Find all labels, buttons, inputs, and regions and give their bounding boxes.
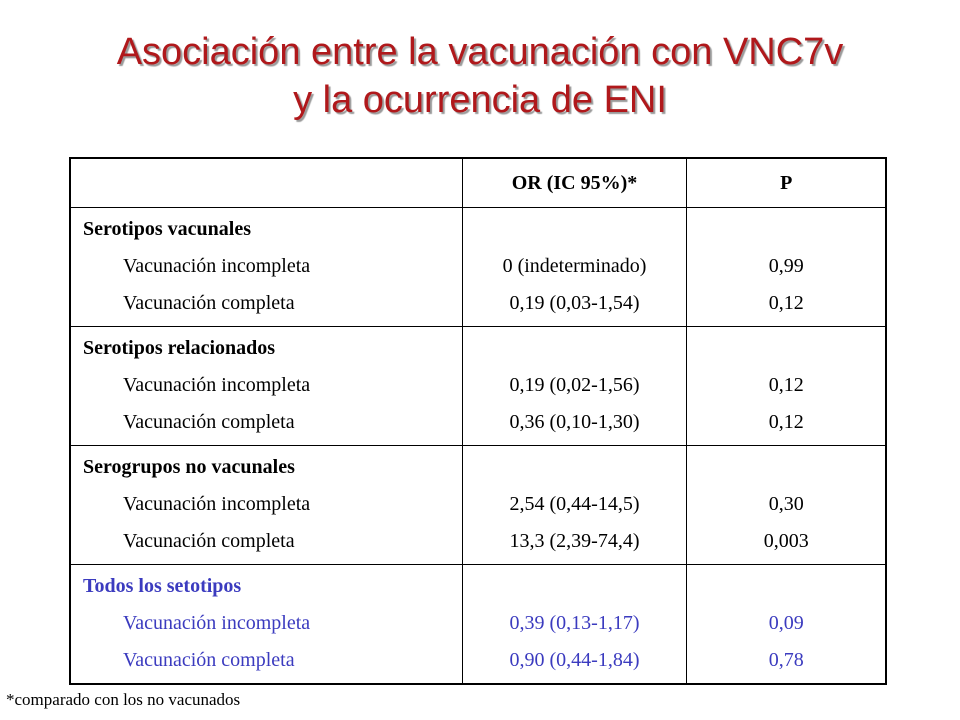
p-value: 0,12 [768,411,804,433]
p-value: 0,78 [768,649,804,671]
group-name: Serotipos vacunales [83,218,251,240]
table-row [70,208,886,327]
row-label: Vacunación completa [123,411,295,433]
header-or: OR (IC 95%)* [462,158,687,208]
p-value: 0,12 [768,374,804,396]
p-value: 0,12 [768,292,804,314]
title-line-2: y la ocurrencia de ENI [293,79,667,121]
row-label: Vacunación completa [123,649,295,671]
or-value: 0,39 (0,13-1,17) [509,612,640,634]
title-line-1: Asociación entre la vacunación con VNC7v [116,31,844,73]
p-value: 0,003 [763,530,809,552]
row-label: Vacunación incompleta [123,493,311,515]
or-value: 0,90 (0,44-1,84) [509,649,640,671]
row-label: Vacunación incompleta [123,255,311,277]
p-value: 0,09 [768,612,804,634]
header-empty-cell [70,158,462,208]
p-value: 0,99 [768,255,804,277]
table-row-highlighted [70,565,886,685]
row-label: Vacunación completa [123,292,295,314]
or-value: 0,36 (0,10-1,30) [509,411,640,433]
p-value: 0,30 [768,493,804,515]
table-header-row [70,158,886,208]
group-name: Todos los setotipos [83,575,242,597]
group-name: Serogrupos no vacunales [83,456,295,478]
group-name: Serotipos relacionados [83,337,276,359]
table-row [70,446,886,565]
row-label: Vacunación incompleta [123,612,311,634]
or-value: 0,19 (0,03-1,54) [509,292,640,314]
or-value: 13,3 (2,39-74,4) [509,530,640,552]
footnote: *comparado con los no vacunados [6,690,241,709]
slide-title [0,28,960,124]
or-value: 2,54 (0,44-14,5) [509,493,640,515]
results-table [69,157,887,685]
or-value: 0,19 (0,02-1,56) [509,374,640,396]
table-row [70,327,886,446]
header-p: P [687,158,886,208]
row-label: Vacunación incompleta [123,374,311,396]
row-label: Vacunación completa [123,530,295,552]
or-value: 0 (indeterminado) [502,255,647,277]
